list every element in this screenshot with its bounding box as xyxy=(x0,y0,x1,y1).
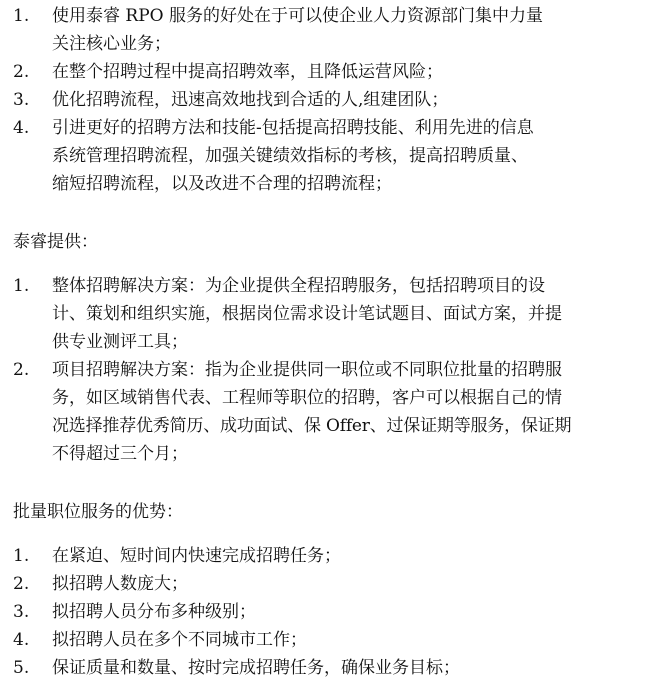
item-text: 计、策划和组织实施，根据岗位需求设计笔试题目、面试方案，并提 xyxy=(52,304,562,324)
item-text: 缩短招聘流程，以及改进不合理的招聘流程； xyxy=(52,174,392,194)
item-text: 不得超过三个月； xyxy=(52,444,188,464)
item-text: 引进更好的招聘方法和技能-包括提高招聘技能、利用先进的信息 xyxy=(52,118,534,138)
item-text: 拟招聘人员在多个不同城市工作； xyxy=(52,630,307,650)
section-heading: 泰睿提供： xyxy=(13,232,98,252)
item-text: 保证质量和数量、按时完成招聘任务，确保业务目标； xyxy=(52,658,460,678)
item-text: 况选择推荐优秀简历、成功面试、保 Offer、过保证期等服务，保证期 xyxy=(52,416,572,436)
item-number: 1. xyxy=(13,546,30,566)
item-number: 2. xyxy=(13,360,30,380)
item-number: 1. xyxy=(13,6,30,26)
item-number: 2. xyxy=(13,574,30,594)
item-text: 在整个招聘过程中提高招聘效率，且降低运营风险； xyxy=(52,62,443,82)
item-text: 项目招聘解决方案：指为企业提供同一职位或不同职位批量的招聘服 xyxy=(52,360,562,380)
item-text: 务，如区域销售代表、工程师等职位的招聘，客户可以根据自己的情 xyxy=(52,388,562,408)
item-number: 2. xyxy=(13,62,30,82)
item-number: 3. xyxy=(13,90,30,110)
item-text: 拟招聘人员分布多种级别； xyxy=(52,602,256,622)
item-number: 4. xyxy=(13,630,30,650)
item-text: 拟招聘人数庞大； xyxy=(52,574,188,594)
section-heading: 批量职位服务的优势： xyxy=(13,502,183,522)
item-number: 3. xyxy=(13,602,30,622)
item-number: 4. xyxy=(13,118,30,138)
item-number: 1. xyxy=(13,276,30,296)
item-text: 系统管理招聘流程，加强关键绩效指标的考核，提高招聘质量、 xyxy=(52,146,528,166)
item-number: 5. xyxy=(13,658,30,678)
item-text: 整体招聘解决方案：为企业提供全程招聘服务，包括招聘项目的设 xyxy=(52,276,545,296)
item-text: 供专业测评工具； xyxy=(52,332,188,352)
item-text: 关注核心业务； xyxy=(52,34,171,54)
item-text: 使用泰睿 RPO 服务的好处在于可以使企业人力资源部门集中力量 xyxy=(52,6,543,26)
item-text: 优化招聘流程，迅速高效地找到合适的人,组建团队； xyxy=(52,90,449,110)
item-text: 在紧迫、短时间内快速完成招聘任务； xyxy=(52,546,341,566)
